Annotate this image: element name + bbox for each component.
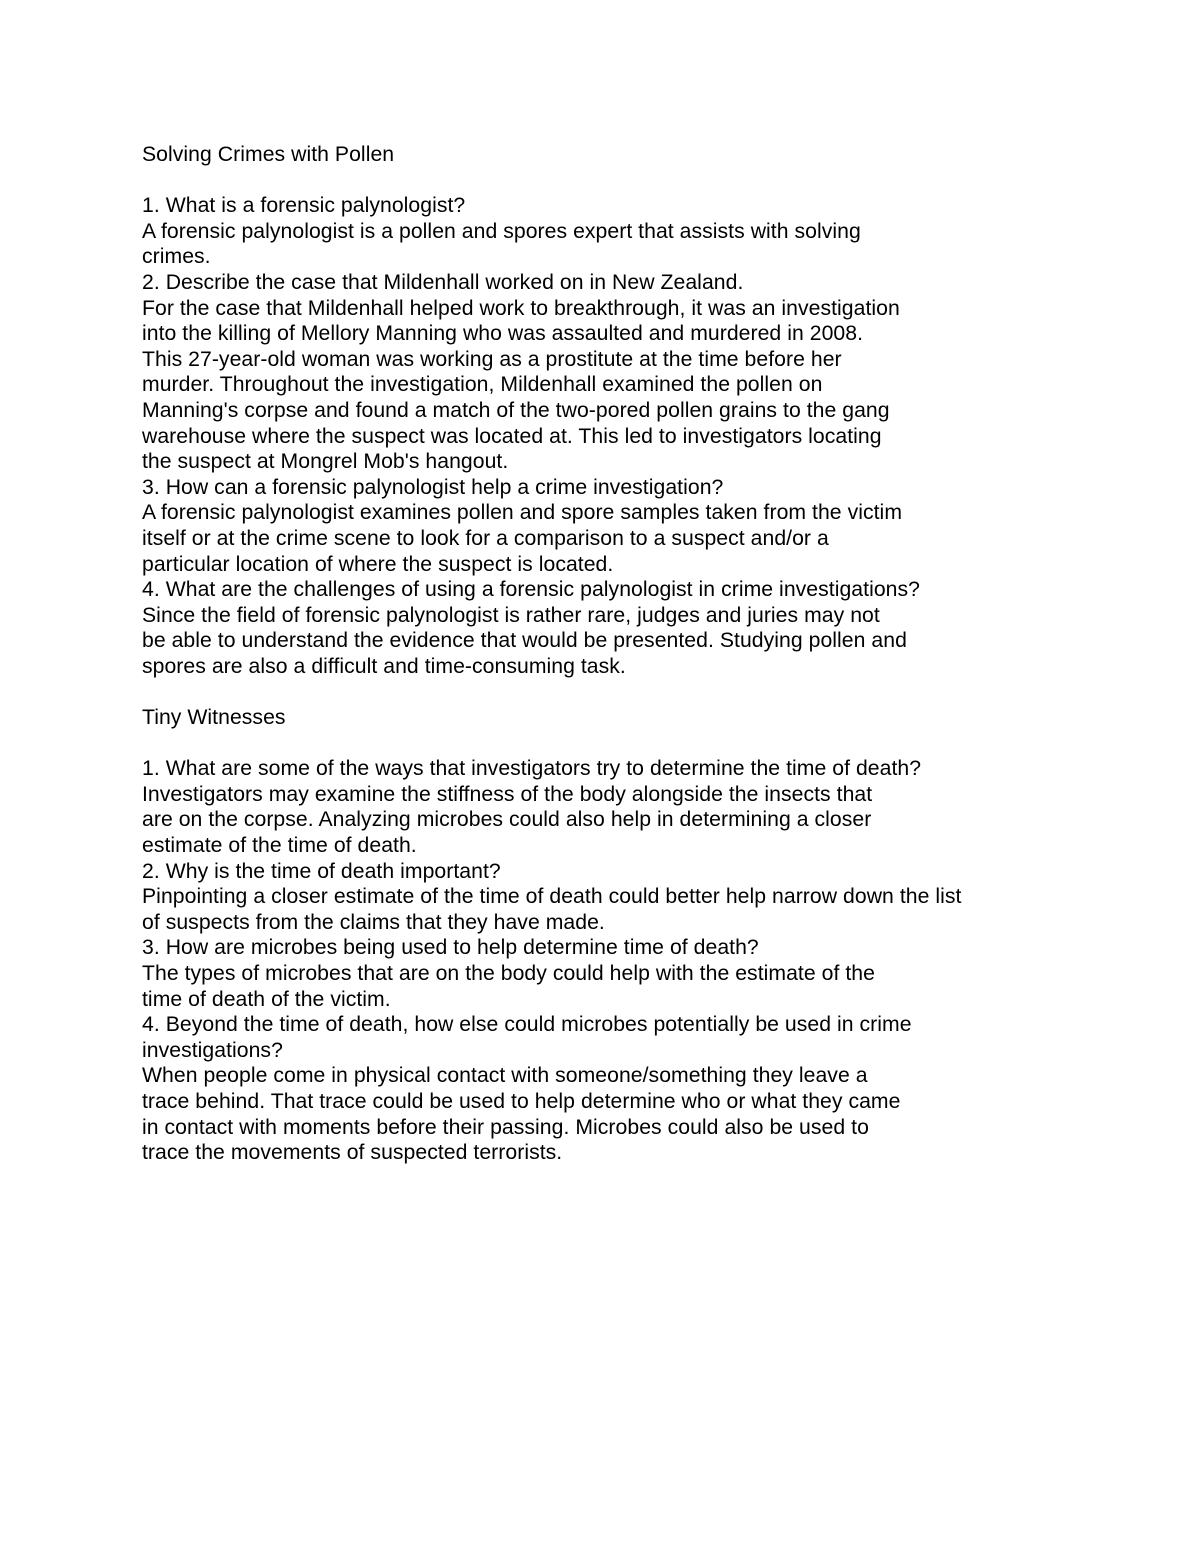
answer-line: are on the corpse. Analyzing microbes could also help in determining a closer (142, 808, 872, 832)
question-line: 3. How are microbes being used to help determine time of death? (142, 936, 759, 960)
answer-line: itself or at the crime scene to look for a comparison to a suspect and/or a (142, 526, 829, 550)
section-solving-crimes-with-pollen (142, 142, 1062, 679)
answer-line: trace behind. That trace could be used to help determine who or what they came (142, 1089, 901, 1113)
blank-line (142, 731, 1062, 757)
answer-line: particular location of where the suspect is located. (142, 552, 614, 576)
document-body (142, 142, 1062, 1166)
answer-line: estimate of the time of death. (142, 834, 417, 858)
question-line: investigations? (142, 1038, 283, 1062)
answer-line: Manning's corpse and found a match of the two-pored pollen grains to the gang (142, 398, 890, 422)
question-line: 3. How can a forensic palynologist help a crime investigation? (142, 475, 724, 499)
answer-line: Pinpointing a closer estimate of the time of death could better help narrow down the list (142, 885, 962, 909)
answer-line: The types of microbes that are on the body could help with the estimate of the (142, 962, 875, 985)
answer-line: the suspect at Mongrel Mob's hangout. (142, 450, 509, 474)
section-title: Tiny Witnesses (142, 706, 286, 730)
answer-line: of suspects from the claims that they have made. (142, 910, 605, 934)
answer-line: When people come in physical contact with someone/something they leave a (142, 1064, 868, 1088)
question-line: 4. Beyond the time of death, how else could microbes potentially be used in crime (142, 1013, 912, 1037)
answer-line: This 27-year-old woman was working as a prostitute at the time before her (142, 347, 842, 371)
answer-line: For the case that Mildenhall helped work to breakthrough, it was an investigation (142, 296, 900, 320)
answer-line: crimes. (142, 245, 211, 269)
answer-line: be able to understand the evidence that would be presented. Studying pollen and (142, 629, 907, 653)
blank-line (142, 679, 1062, 705)
question-line: 2. Why is the time of death important? (142, 859, 501, 883)
answer-line: murder. Throughout the investigation, Mildenhall examined the pollen on (142, 373, 823, 397)
answer-line: warehouse where the suspect was located at. This led to investigators locating (142, 424, 882, 448)
answer-line: into the killing of Mellory Manning who was assaulted and murdered in 2008. (142, 322, 863, 346)
answer-line: in contact with moments before their passing. Microbes could also be used to (142, 1115, 869, 1139)
section-tiny-witnesses (142, 705, 1062, 1166)
blank-line (142, 168, 1062, 194)
answer-line: Since the field of forensic palynologist is rather rare, judges and juries may not (142, 603, 880, 627)
answer-line: Investigators may examine the stiffness of the body alongside the insects that (142, 782, 873, 806)
answer-line: A forensic palynologist is a pollen and spores expert that assists with solving (142, 219, 861, 243)
question-line: 1. What are some of the ways that investigators try to determine the time of death? (142, 757, 922, 781)
question-line: 4. What are the challenges of using a forensic palynologist in crime investigations? (142, 578, 920, 602)
section-title: Solving Crimes with Pollen (142, 143, 395, 166)
answer-line: spores are also a difficult and time-consuming task. (142, 654, 626, 678)
question-line: 2. Describe the case that Mildenhall worked on in New Zealand. (142, 270, 744, 294)
answer-line: time of death of the victim. (142, 987, 391, 1011)
question-line: 1. What is a forensic palynologist? (142, 194, 466, 218)
answer-line: trace the movements of suspected terrorists. (142, 1141, 563, 1165)
answer-line: A forensic palynologist examines pollen and spore samples taken from the victim (142, 501, 903, 525)
